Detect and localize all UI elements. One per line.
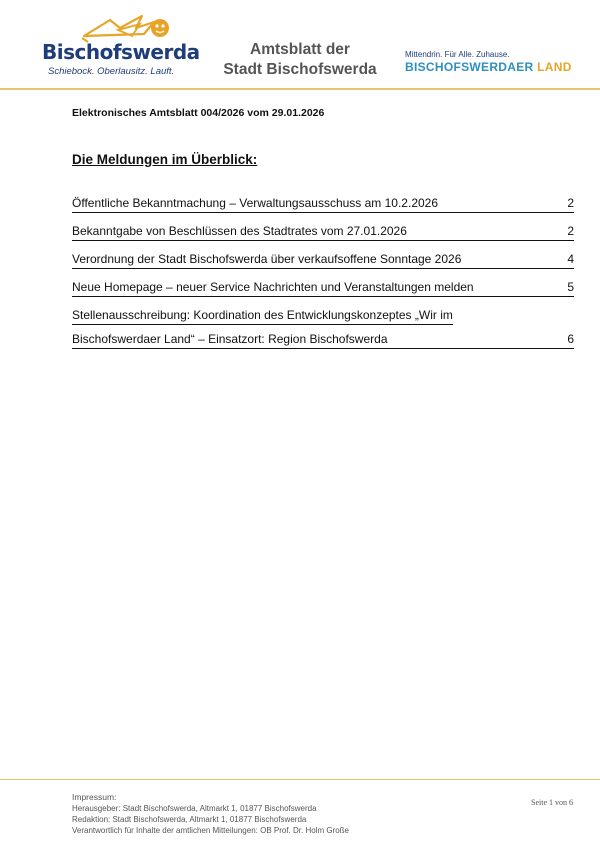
page-header (0, 0, 600, 90)
toc-item-page: 2 (567, 224, 574, 238)
bischofswerda-logo (40, 14, 200, 80)
toc-item[interactable] (72, 251, 574, 269)
toc-item-title: Öffentliche Bekanntmachung – Verwaltungsausschuss am 10.2.2026 (72, 196, 439, 210)
toc-item[interactable] (72, 223, 574, 241)
toc-item-page: 6 (567, 332, 574, 346)
right-logo-brand (405, 60, 585, 74)
toc-item-page: 4 (567, 252, 574, 266)
title-line-2: Stadt Bischofswerda (223, 61, 377, 78)
right-logo-slogan: Mittendrin. Für Alle. Zuhause. (405, 50, 510, 59)
imprint (72, 792, 572, 836)
imprint-title: Impressum: (72, 792, 117, 802)
footer-divider (0, 779, 600, 780)
toc-item-title: Neue Homepage – neuer Service Nachrichten und Veranstaltungen melden (72, 280, 474, 294)
toc-item[interactable] (72, 195, 574, 213)
right-logo-brand-part1: BISCHOFSWERDAER (405, 60, 534, 74)
toc-item[interactable] (72, 307, 574, 349)
bischofswerdaer-land-logo (405, 50, 585, 74)
toc-item-title-line-2: Bischofswerdaer Land“ – Einsatzort: Region Bischofswerda (72, 332, 388, 346)
table-of-contents (72, 195, 574, 359)
imprint-publisher: Herausgeber: Stadt Bischofswerda, Altmarkt 1, 01877 Bischofswerda (72, 804, 317, 813)
toc-item-page: 2 (567, 196, 574, 210)
imprint-editorial: Redaktion: Stadt Bischofswerda, Altmarkt 1, 01877 Bischofswerda (72, 815, 307, 824)
title-line-1: Amtsblatt der (250, 41, 350, 58)
toc-item[interactable] (72, 279, 574, 297)
imprint-responsible: Verantwortlich für Inhalte der amtlichen Mitteilungen: OB Prof. Dr. Holm Große (72, 826, 350, 835)
logo-tagline: Schiebock. Oberlausitz. Lauft. (48, 66, 175, 77)
header-divider (0, 88, 600, 90)
newsletter-title (205, 40, 395, 80)
issue-line: Elektronisches Amtsblatt 004/2026 vom 29.01.2026 (72, 107, 325, 119)
toc-item-title: Bekanntgabe von Beschlüssen des Stadtrates vom 27.01.2026 (72, 224, 407, 238)
right-logo-brand-part2: LAND (537, 60, 572, 74)
toc-item-title-line-1: Stellenausschreibung: Koordination des Entwicklungskonzeptes „Wir im (72, 307, 453, 325)
overview-heading: Die Meldungen im Überblick: (72, 152, 258, 167)
logo-name: Bischofswerda (42, 40, 200, 64)
toc-item-page: 5 (567, 280, 574, 294)
toc-item-title: Verordnung der Stadt Bischofswerda über verkaufsoffene Sonntage 2026 (72, 252, 462, 266)
page-number: Seite 1 von 6 (531, 798, 573, 807)
